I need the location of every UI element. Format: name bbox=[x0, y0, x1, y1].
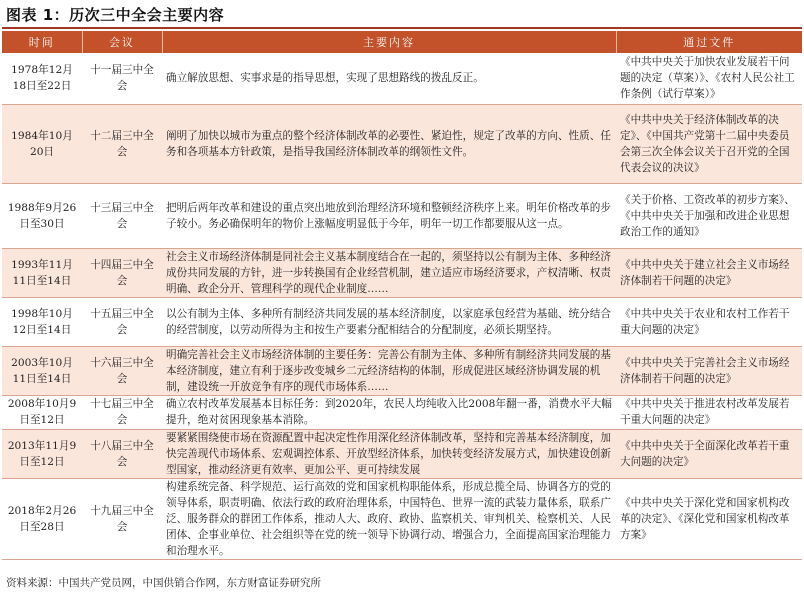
cell-time: 1993年11月11日至14日 bbox=[2, 248, 82, 297]
title-rule bbox=[2, 27, 802, 29]
table-header bbox=[2, 31, 802, 53]
cell-time: 2003年10月11日至14日 bbox=[2, 346, 82, 395]
cell-docs: 《中共中央关于加快农业发展若干问题的决定（草案）》、《农村人民公社工作条例（试行草案）》 bbox=[616, 53, 802, 104]
table-row bbox=[2, 395, 802, 429]
cell-meeting: 十八届三中全会 bbox=[82, 429, 162, 478]
cell-content: 要紧紧围绕使市场在资源配置中起决定性作用深化经济体制改革，坚持和完善基本经济制度，加快完善现代市场体系、宏观调控体系、开放型经济体系，加快转变经济发展方式，加快建设创新型国家，推动经济更有效率、更加公平、更可持续发展 bbox=[162, 429, 616, 478]
cell-docs: 《关于价格、工资改革的初步方案》、《中共中央关于加强和改进企业思想政治工作的通知》 bbox=[616, 183, 802, 248]
cell-time: 1998年10月12日至14日 bbox=[2, 297, 82, 346]
cell-docs: 《中共中央关于建立社会主义市场经济体制若干问题的决定》 bbox=[616, 248, 802, 297]
cell-meeting: 十四届三中全会 bbox=[82, 248, 162, 297]
cell-docs: 《中共中央关于深化党和国家机构改革的决定》、《深化党和国家机构改革方案》 bbox=[616, 478, 802, 559]
cell-meeting: 十七届三中全会 bbox=[82, 395, 162, 429]
cell-content: 确立解放思想、实事求是的指导思想，实现了思想路线的拨乱反正。 bbox=[162, 53, 616, 104]
cell-docs: 《中共中央关于农业和农村工作若干重大问题的决定》 bbox=[616, 297, 802, 346]
cell-meeting: 十一届三中全会 bbox=[82, 53, 162, 104]
table-row bbox=[2, 248, 802, 297]
cell-meeting: 十六届三中全会 bbox=[82, 346, 162, 395]
cell-meeting: 十九届三中全会 bbox=[82, 478, 162, 559]
cell-meeting: 十三届三中全会 bbox=[82, 183, 162, 248]
header-content: 主要内容 bbox=[162, 31, 616, 53]
table-row bbox=[2, 429, 802, 478]
table-row bbox=[2, 346, 802, 395]
cell-time: 1984年10月20日 bbox=[2, 104, 82, 183]
cell-time: 2008年10月9日至12日 bbox=[2, 395, 82, 429]
cell-time: 2013年11月9日至12日 bbox=[2, 429, 82, 478]
cell-content: 社会主义市场经济体制是同社会主义基本制度结合在一起的，须坚持以公有制为主体、多种经济成份共同发展的方针，进一步转换国有企业经营机制，建立适应市场经济要求，产权清晰、权责明确、政企分开、管理科学的现代企业制度…… bbox=[162, 248, 616, 297]
cell-content: 把明后两年改革和建设的重点突出地放到治理经济环境和整顿经济秩序上来。明年价格改革的步子较小。务必确保明年的物价上涨幅度明显低于今年，明年一切工作都要服从这一点。 bbox=[162, 183, 616, 248]
cell-content: 构建系统完备、科学规范、运行高效的党和国家机构职能体系，形成总揽全局、协调各方的党的领导体系，职责明确、依法行政的政府治理体系，中国特色、世界一流的武装力量体系，联系广泛、服务群众的群团工作体系，推动人大、政府、政协、监察机关、审判机关、检察机关、人民团体、企事业单位、社会组织等在党的统一领导下协调行动、增强合力，全面提高国家治理能力和治理水平。 bbox=[162, 478, 616, 559]
meetings-table bbox=[2, 31, 802, 560]
cell-content: 明确完善社会主义市场经济体制的主要任务：完善公有制为主体、多种所有制经济共同发展的基本经济制度，建立有利于逐步改变城乡二元经济结构的体制，形成促进区域经济协调发展的机制，建设统一开放竞争有序的现代市场体系…… bbox=[162, 346, 616, 395]
cell-docs: 《中共中央关于推进农村改革发展若干重大问题的决定》 bbox=[616, 395, 802, 429]
cell-time: 2018年2月26日至28日 bbox=[2, 478, 82, 559]
header-time: 时间 bbox=[2, 31, 82, 53]
cell-content: 以公有制为主体、多种所有制经济共同发展的基本经济制度，以家庭承包经营为基础、统分结合的经营制度，以劳动所得为主和按生产要素分配相结合的分配制度，必须长期坚持。 bbox=[162, 297, 616, 346]
cell-docs: 《中共中央关于全面深化改革若干重大问题的决定》 bbox=[616, 429, 802, 478]
cell-time: 1978年12月18日至22日 bbox=[2, 53, 82, 104]
source-note: 资料来源：中国共产党员网，中国供销合作网，东方财富证券研究所 bbox=[6, 577, 321, 589]
page-title: 图表 1：历次三中全会主要内容 bbox=[6, 6, 225, 24]
table-row bbox=[2, 183, 802, 248]
table-row bbox=[2, 104, 802, 183]
cell-time: 1988年9月26日至30日 bbox=[2, 183, 82, 248]
cell-content: 确立农村改革发展基本目标任务：到2020年，农民人均纯收入比2008年翻一番，消费水平大幅提升，绝对贫困现象基本消除。 bbox=[162, 395, 616, 429]
cell-meeting: 十二届三中全会 bbox=[82, 104, 162, 183]
header-docs: 通过文件 bbox=[616, 31, 802, 53]
table-row bbox=[2, 297, 802, 346]
header-meeting: 会议 bbox=[82, 31, 162, 53]
cell-meeting: 十五届三中全会 bbox=[82, 297, 162, 346]
cell-docs: 《中共中央关于经济体制改革的决定》、《中国共产党第十二届中央委员会第三次全体会议关于召开党的全国代表会议的决议》 bbox=[616, 104, 802, 183]
cell-docs: 《中共中央关于完善社会主义市场经济体制若干问题的决定》 bbox=[616, 346, 802, 395]
table-row bbox=[2, 53, 802, 104]
table-row bbox=[2, 478, 802, 559]
cell-content: 阐明了加快以城市为重点的整个经济体制改革的必要性、紧迫性，规定了改革的方向、性质、任务和各项基本方针政策，是指导我国经济体制改革的纲领性文件。 bbox=[162, 104, 616, 183]
